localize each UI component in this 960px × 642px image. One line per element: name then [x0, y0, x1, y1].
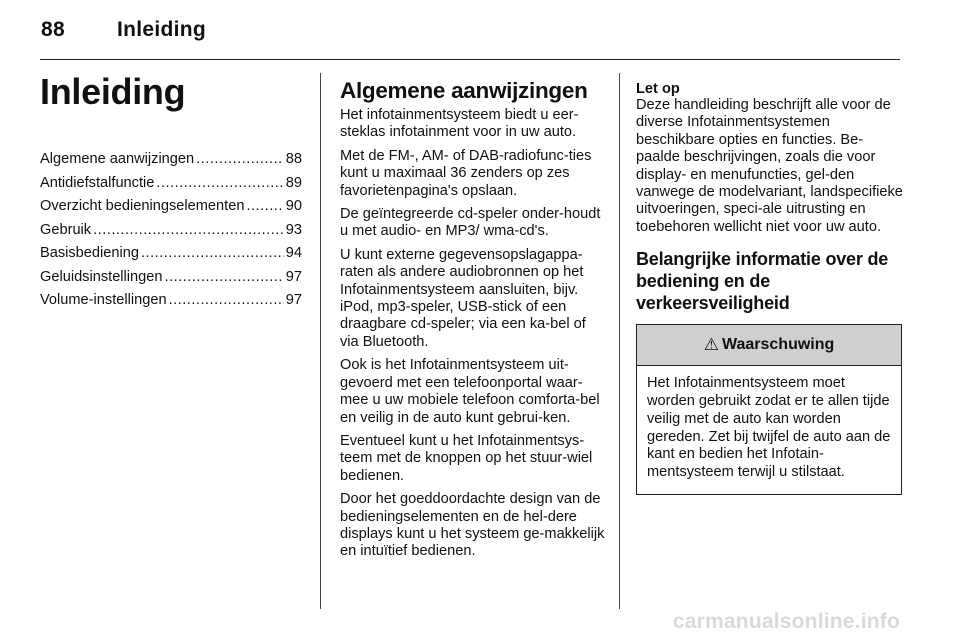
running-header-title: Inleiding — [117, 18, 207, 41]
toc-entry-label: Volume-instellingen — [40, 292, 167, 308]
warning-text: Het Infotainmentsysteem moet worden gebruikt zodat er te allen tijde veilig met de auto kan worden gereden. Zet bij twijfel de auto aan de kant en bedien het Infotain-mentsysteem terwijl u stilstaat. — [647, 375, 891, 481]
note-label: Let op — [636, 81, 680, 97]
toc-entry-page: 97 — [285, 268, 302, 285]
toc-entry-label: Geluidsinstellingen — [40, 268, 163, 285]
body-paragraph: Ook is het Infotainmentsysteem uit-gevoerd met een telefoonportal waar-mee u uw mobiele telefoon comforta-bel en veilig in de auto kunt gebrui-ken. — [340, 357, 600, 426]
page-number: 88 — [41, 18, 65, 41]
toc-entry[interactable] — [40, 195, 302, 219]
toc-column — [40, 72, 302, 313]
body-paragraph: Eventueel kunt u het Infotainmentsys-teem met de knoppen op het stuur-wiel bedienen. — [340, 432, 593, 484]
toc-entry[interactable] — [40, 242, 302, 266]
warning-triangle-icon: ⚠ — [703, 335, 719, 355]
toc-leader-dots — [141, 242, 284, 266]
toc-leader-dots — [246, 195, 283, 219]
toc-entry[interactable] — [40, 219, 302, 243]
safety-heading: Belangrijke informatie over de bediening en de verkeersveiligheid — [636, 249, 889, 314]
notes-column — [636, 82, 904, 495]
toc-entry-page: 89 — [285, 174, 302, 191]
toc-entry-label: Gebruik — [40, 221, 92, 238]
body-paragraph: De geïntegreerde cd-speler onder-houdt u met audio- en MP3/ wma-cd's. — [340, 206, 601, 240]
toc-entry-page: 97 — [285, 292, 302, 308]
warning-header — [637, 325, 901, 366]
body-paragraph: U kunt externe gegevensopslagappa-raten als andere audiobronnen op het Infotainmentsysteem aansluiten, bijv. iPod, mp3-speler, USB-stick of een draagbare cd-speler; via een ka-bel of via Bluetooth. — [340, 246, 586, 350]
toc-entry-label: Antidiefstalfunctie — [40, 174, 155, 191]
toc-leader-dots — [196, 148, 284, 172]
note-text: Deze handleiding beschrijft alle voor de diverse Infotainmentsystemen beschikbare opties en functies. Be-paalde beschrijvingen, zoals die voor display- en menufuncties, gel-den vanwege de modelvariant, landspecifieke uitvoeringen, speci-ale uitrusting en toebehoren wellicht niet voor uw auto. — [636, 97, 903, 235]
watermark: carmanualsonline.info — [672, 610, 900, 633]
section-heading: Algemene aanwijzingen — [340, 78, 588, 103]
toc-entry[interactable] — [40, 148, 302, 172]
toc-entry-page: 90 — [285, 198, 302, 214]
toc-entry-page: 93 — [285, 221, 302, 238]
toc-entry-label: Basisbediening — [40, 245, 139, 261]
toc-entry-label: Overzicht bedieningselementen — [40, 198, 245, 214]
body-paragraph: Door het goeddoordachte design van de bedieningselementen en de hel-dere displays kunt u het systeem ge-makkelijk en intuïtief bedienen. — [340, 491, 605, 560]
toc-entry[interactable] — [40, 289, 302, 313]
toc-entry-page: 94 — [285, 245, 302, 261]
toc-leader-dots — [156, 172, 283, 196]
toc-entry[interactable] — [40, 172, 302, 196]
column-divider-right — [619, 73, 620, 609]
toc-entry-page: 88 — [285, 151, 302, 167]
general-info-column — [340, 78, 605, 567]
toc-leader-dots — [93, 219, 284, 243]
table-of-contents — [40, 148, 302, 313]
chapter-title: Inleiding — [40, 71, 186, 112]
toc-leader-dots — [165, 266, 284, 290]
toc-entry[interactable] — [40, 266, 302, 290]
warning-title: Waarschuwing — [721, 336, 835, 354]
body-paragraph: Met de FM-, AM- of DAB-radiofunc-ties kunt u maximaal 36 zenders op zes favorietenpagina's opslaan. — [340, 147, 592, 199]
body-paragraph: Het infotainmentsysteem biedt u eer-steklas infotainment voor in uw auto. — [340, 107, 579, 141]
column-divider-left — [320, 73, 321, 609]
warning-box — [636, 324, 902, 495]
toc-entry-label: Algemene aanwijzingen — [40, 151, 195, 167]
header-rule — [40, 59, 900, 60]
toc-leader-dots — [169, 289, 284, 313]
